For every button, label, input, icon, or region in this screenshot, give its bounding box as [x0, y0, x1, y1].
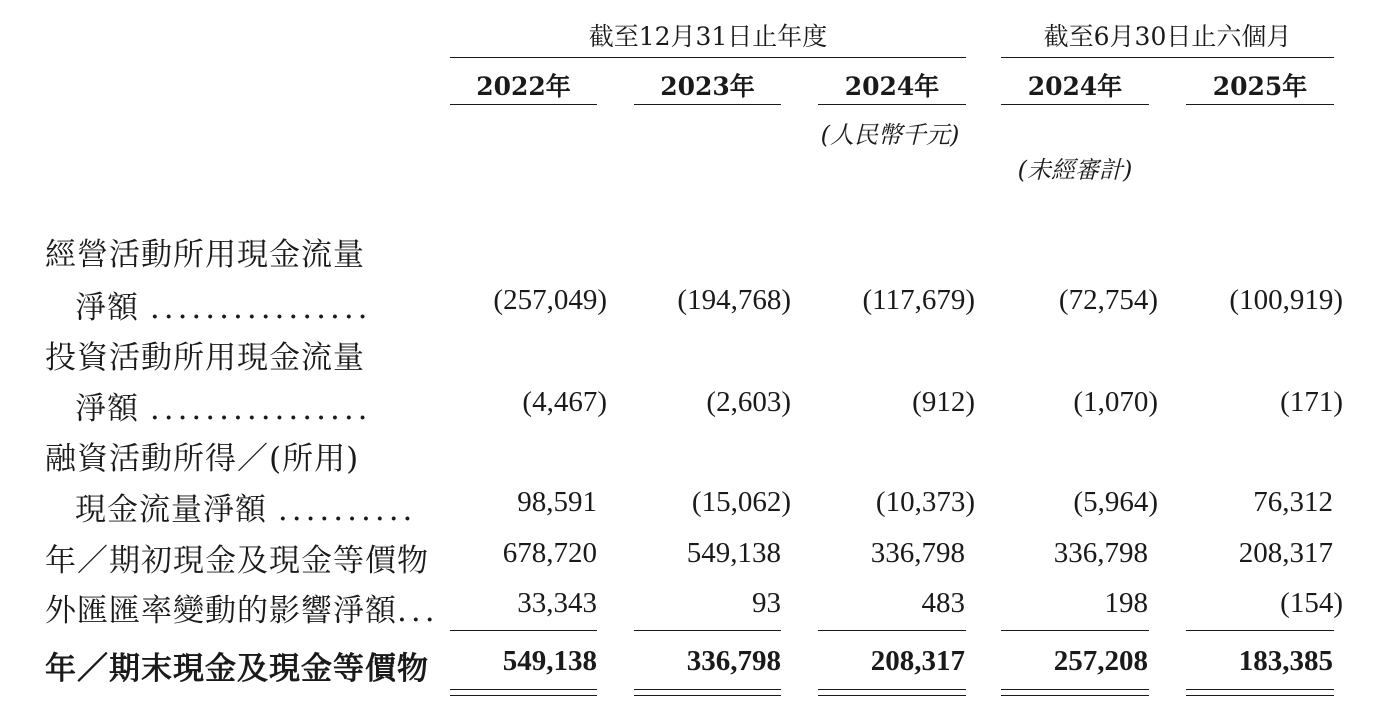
row-financing-value-2024-halfyear: (5,964): [1073, 486, 1158, 518]
column-header-2024-halfyear: 2024年: [1027, 72, 1123, 101]
total-double-rule-2024-a: [818, 689, 966, 690]
row-financing-label-line2: [75, 484, 416, 529]
column-header-2022-rule: [450, 104, 597, 105]
column-header-2025-halfyear: 2025年: [1212, 72, 1308, 101]
row-investing-label-text: 淨額: [75, 391, 139, 427]
subtotal-rule-2025-halfyear: [1186, 630, 1334, 631]
subtotal-rule-2022: [450, 630, 597, 631]
row-operating-value-2025-halfyear: (100,919): [1229, 284, 1343, 316]
row-opening-cash-label: 年／期初現金及現金等價物: [45, 543, 429, 579]
row-investing-value-2022: (4,467): [522, 386, 607, 418]
row-opening-cash-value-2022: 678,720: [502, 537, 597, 569]
total-double-rule-2025-halfyear-a: [1186, 689, 1334, 690]
row-financing-value-2024: (10,373): [875, 486, 975, 518]
row-closing-cash-value-2025-halfyear: 183,385: [1238, 645, 1333, 677]
row-fx-effect-value-2024: 483: [921, 587, 965, 619]
row-closing-cash-label: 年／期末現金及現金等價物: [45, 651, 429, 687]
row-operating-leader: ................: [149, 290, 372, 326]
column-header-2023-rule: [634, 104, 781, 105]
total-double-rule-2024-halfyear-b: [1001, 695, 1149, 696]
row-fx-effect-value-2022: 33,343: [517, 587, 597, 619]
subtotal-rule-2024-halfyear: [1001, 630, 1149, 631]
row-closing-cash-value-2024-halfyear: 257,208: [1053, 645, 1148, 677]
header-group-halfyear-rule: [1001, 57, 1334, 58]
row-investing-value-2024-halfyear: (1,070): [1073, 386, 1158, 418]
total-double-rule-2024-halfyear-a: [1001, 689, 1149, 690]
column-header-2024: 2024年: [844, 72, 940, 101]
row-fx-effect-value-2024-halfyear: 198: [1104, 587, 1148, 619]
total-double-rule-2023-b: [634, 695, 781, 696]
subtotal-rule-2024: [818, 630, 966, 631]
row-fx-effect-value-2023: 93: [752, 587, 781, 619]
row-investing-value-2025-halfyear: (171): [1280, 386, 1343, 418]
row-financing-leader: ..........: [277, 492, 417, 528]
row-operating-value-2024-halfyear: (72,754): [1058, 284, 1158, 316]
column-header-2024-rule: [818, 104, 966, 105]
column-header-2023: 2023年: [660, 72, 755, 101]
header-group-year: 截至12月31日止年度: [588, 22, 828, 51]
row-opening-cash-value-2024-halfyear: 336,798: [1053, 537, 1148, 569]
row-investing-label-line2: [75, 383, 372, 428]
row-operating-value-2022: (257,049): [493, 284, 607, 316]
row-financing-label-line1: 融資活動所得／(所用): [45, 441, 360, 477]
row-opening-cash-value-2023: 549,138: [686, 537, 781, 569]
row-financing-value-2022: 98,591: [517, 486, 597, 518]
unaudited-note: (未經審計): [1017, 156, 1133, 184]
total-double-rule-2022-a: [450, 689, 597, 690]
total-double-rule-2025-halfyear-b: [1186, 695, 1334, 696]
row-operating-label-text: 淨額: [75, 290, 139, 326]
row-operating-value-2023: (194,768): [677, 284, 791, 316]
row-closing-cash-value-2023: 336,798: [686, 645, 781, 677]
row-opening-cash-value-2024: 336,798: [870, 537, 965, 569]
row-financing-value-2023: (15,062): [691, 486, 791, 518]
header-group-halfyear: 截至6月30日止六個月: [1043, 22, 1292, 51]
column-header-2022: 2022年: [476, 72, 571, 101]
row-investing-value-2023: (2,603): [706, 386, 791, 418]
column-header-2024-halfyear-rule: [1001, 104, 1149, 105]
row-closing-cash-value-2022: 549,138: [502, 645, 597, 677]
row-operating-value-2024: (117,679): [862, 284, 975, 316]
row-investing-label-line1: 投資活動所用現金流量: [45, 340, 365, 376]
subtotal-rule-2023: [634, 630, 781, 631]
column-header-2025-halfyear-rule: [1186, 104, 1334, 105]
row-fx-effect-label: [45, 585, 439, 630]
row-investing-leader: ................: [149, 391, 372, 427]
row-opening-cash-value-2025-halfyear: 208,317: [1238, 537, 1333, 569]
row-financing-label-text: 現金流量淨額: [75, 492, 267, 528]
total-double-rule-2024-b: [818, 695, 966, 696]
row-fx-effect-value-2025-halfyear: (154): [1280, 587, 1343, 619]
row-investing-value-2024: (912): [912, 386, 975, 418]
header-group-year-rule: [450, 57, 966, 58]
row-financing-value-2025-halfyear: 76,312: [1253, 486, 1333, 518]
currency-note: (人民幣千元): [820, 121, 960, 149]
row-closing-cash-value-2024: 208,317: [870, 645, 965, 677]
total-double-rule-2022-b: [450, 695, 597, 696]
row-fx-effect-label-text: 外匯匯率變動的影響淨額: [45, 593, 397, 629]
row-fx-effect-leader: ...: [397, 593, 439, 629]
row-operating-label-line1: 經營活動所用現金流量: [45, 237, 365, 273]
total-double-rule-2023-a: [634, 689, 781, 690]
row-operating-label-line2: [75, 282, 372, 327]
